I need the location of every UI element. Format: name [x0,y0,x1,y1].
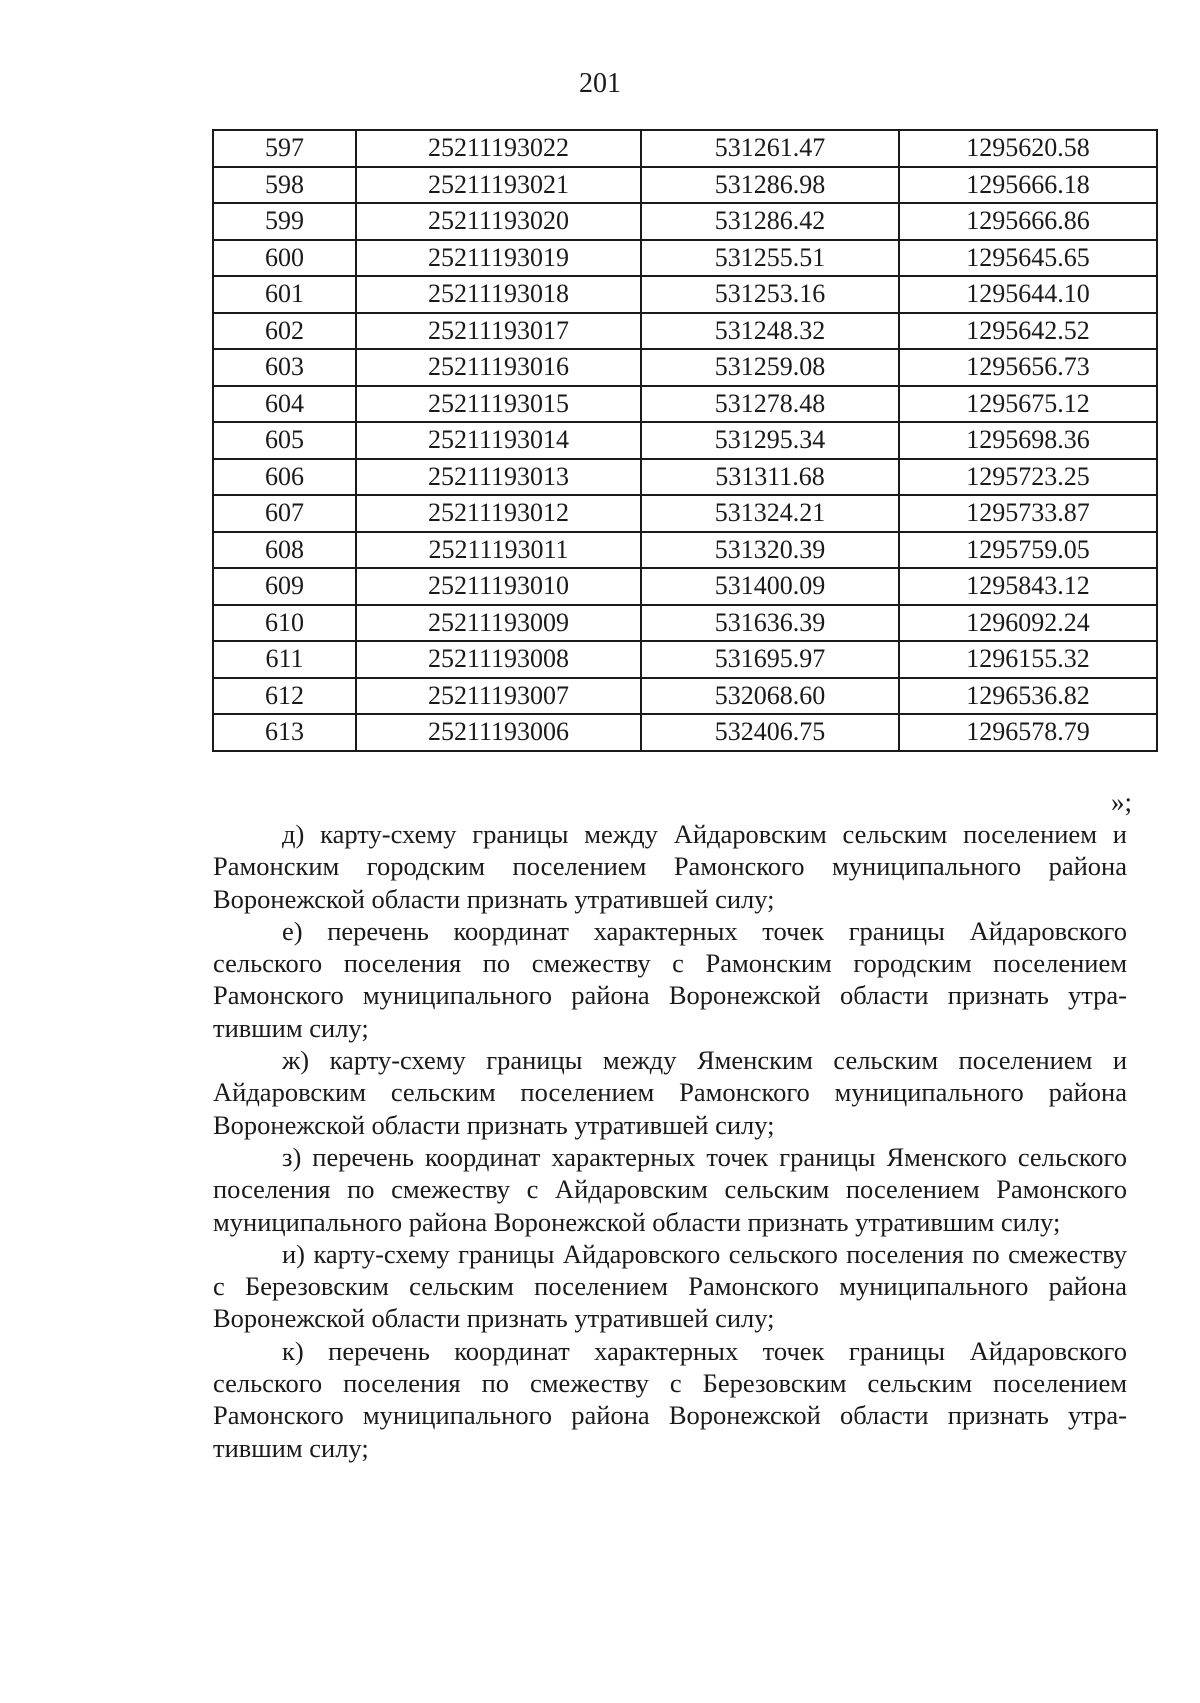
x-coordinate-cell: 531253.16 [641,276,899,313]
paragraph-i: и) карту-схему границы Айдаровского сельского поселения по смежеству с Березовским сельским поселением Рамонского муниципального района Воронежской области признать утратившей силу; [213,1238,1127,1334]
paragraph-z: з) перечень координат характерных точек границы Яменского сельского поселения по смежеству с Айдаровским сельским поселением Рамонского муниципального района Воронежской области признать утратившим силу; [213,1141,1127,1237]
point-id-cell: 25211193009 [356,605,641,642]
x-coordinate-cell: 531320.39 [641,532,899,569]
x-coordinate-cell: 531286.42 [641,203,899,240]
point-id-cell: 25211193017 [356,313,641,350]
point-number-cell: 608 [213,532,356,569]
coordinates-table [212,129,1158,752]
page-number: 201 [579,68,621,99]
x-coordinate-cell: 532406.75 [641,714,899,751]
point-number-cell: 597 [213,130,356,167]
point-number-cell: 605 [213,422,356,459]
x-coordinate-cell: 531286.98 [641,167,899,204]
point-number-cell: 604 [213,386,356,423]
x-coordinate-cell: 531278.48 [641,386,899,423]
point-id-cell: 25211193015 [356,386,641,423]
point-id-cell: 25211193020 [356,203,641,240]
x-coordinate-cell: 531261.47 [641,130,899,167]
table-row [213,459,1157,496]
y-coordinate-cell: 1295644.10 [899,276,1157,313]
x-coordinate-cell: 531295.34 [641,422,899,459]
coordinates-table-body [213,130,1157,751]
point-number-cell: 610 [213,605,356,642]
point-number-cell: 612 [213,678,356,715]
table-row [213,641,1157,678]
table-row [213,495,1157,532]
y-coordinate-cell: 1295656.73 [899,349,1157,386]
point-number-cell: 598 [213,167,356,204]
y-coordinate-cell: 1295759.05 [899,532,1157,569]
x-coordinate-cell: 531248.32 [641,313,899,350]
point-number-cell: 609 [213,568,356,605]
point-id-cell: 25211193013 [356,459,641,496]
y-coordinate-cell: 1295666.86 [899,203,1157,240]
table-row [213,714,1157,751]
table-row [213,568,1157,605]
x-coordinate-cell: 532068.60 [641,678,899,715]
y-coordinate-cell: 1295666.18 [899,167,1157,204]
point-number-cell: 600 [213,240,356,277]
point-id-cell: 25211193011 [356,532,641,569]
point-number-cell: 603 [213,349,356,386]
table-row [213,203,1157,240]
point-number-cell: 606 [213,459,356,496]
point-id-cell: 25211193012 [356,495,641,532]
x-coordinate-cell: 531311.68 [641,459,899,496]
point-id-cell: 25211193019 [356,240,641,277]
point-id-cell: 25211193008 [356,641,641,678]
point-id-cell: 25211193016 [356,349,641,386]
y-coordinate-cell: 1295620.58 [899,130,1157,167]
x-coordinate-cell: 531636.39 [641,605,899,642]
point-id-cell: 25211193018 [356,276,641,313]
x-coordinate-cell: 531400.09 [641,568,899,605]
y-coordinate-cell: 1296578.79 [899,714,1157,751]
y-coordinate-cell: 1295843.12 [899,568,1157,605]
point-id-cell: 25211193022 [356,130,641,167]
paragraph-e: е) перечень координат характерных точек границы Айдаровского сельского поселения по смежеству с Рамонским городским поселением Рамонского муниципального района Воронежской области признать утратившим силу; [213,915,1127,1043]
paragraph-d: д) карту-схему границы между Айдаровским сельским поселением и Рамонским городским поселением Рамонского муниципального района Воронежской области признать утратившей силу; [213,819,1127,914]
table-row [213,313,1157,350]
resolution-text [213,818,1127,1464]
table-row [213,167,1157,204]
y-coordinate-cell: 1296092.24 [899,605,1157,642]
table-row [213,678,1157,715]
closing-quote-mark: »; [1110,787,1132,817]
table-row [213,240,1157,277]
table-row [213,349,1157,386]
x-coordinate-cell: 531255.51 [641,240,899,277]
table-row [213,532,1157,569]
paragraph-zh: ж) карту-схему границы между Яменским сельским поселением и Айдаровским сельским поселением Рамонского муниципального района Воронежской области признать утратившей силу; [213,1045,1127,1140]
x-coordinate-cell: 531259.08 [641,349,899,386]
point-id-cell: 25211193014 [356,422,641,459]
table-row [213,276,1157,313]
table-row [213,386,1157,423]
point-number-cell: 601 [213,276,356,313]
point-number-cell: 599 [213,203,356,240]
x-coordinate-cell: 531695.97 [641,641,899,678]
table-row [213,130,1157,167]
y-coordinate-cell: 1295645.65 [899,240,1157,277]
x-coordinate-cell: 531324.21 [641,495,899,532]
y-coordinate-cell: 1295642.52 [899,313,1157,350]
point-id-cell: 25211193006 [356,714,641,751]
y-coordinate-cell: 1295675.12 [899,386,1157,423]
point-id-cell: 25211193010 [356,568,641,605]
point-id-cell: 25211193007 [356,678,641,715]
point-number-cell: 611 [213,641,356,678]
paragraph-k: к) перечень координат характерных точек границы Айдаровского сельского поселения по смежеству с Березовским сельским поселением Рамонского муниципального района Воронежской области признать утратившим силу; [213,1335,1127,1463]
y-coordinate-cell: 1295733.87 [899,495,1157,532]
point-number-cell: 607 [213,495,356,532]
point-id-cell: 25211193021 [356,167,641,204]
point-number-cell: 613 [213,714,356,751]
table-row [213,605,1157,642]
y-coordinate-cell: 1296155.32 [899,641,1157,678]
y-coordinate-cell: 1296536.82 [899,678,1157,715]
y-coordinate-cell: 1295698.36 [899,422,1157,459]
table-row [213,422,1157,459]
y-coordinate-cell: 1295723.25 [899,459,1157,496]
point-number-cell: 602 [213,313,356,350]
